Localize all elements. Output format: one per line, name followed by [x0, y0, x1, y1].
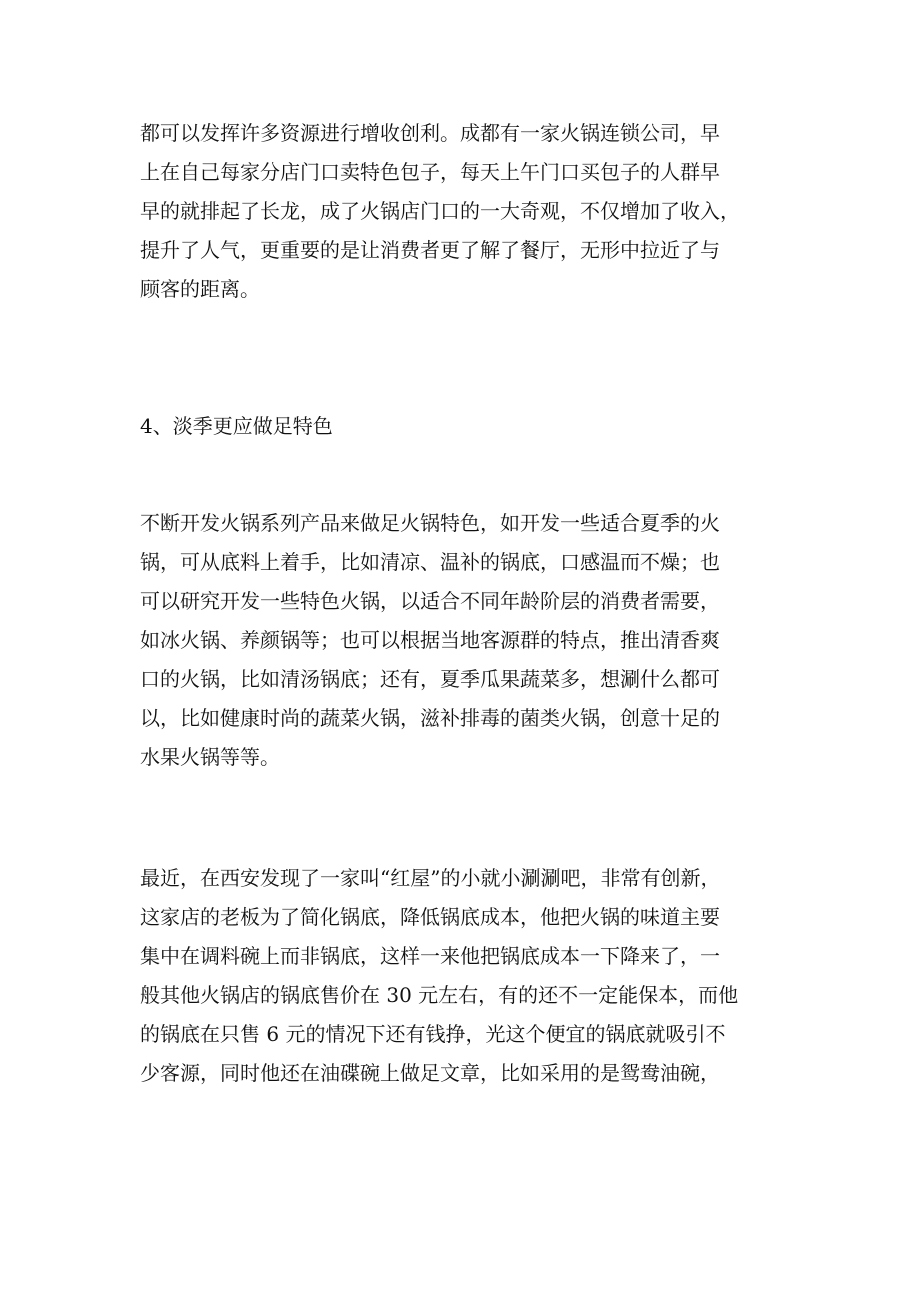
paragraph-line: 锅，可从底料上着手，比如清凉、温补的锅底，口感温而不燥；也 [140, 550, 720, 574]
paragraph-line: 如冰火锅、养颜锅等；也可以根据当地客源群的特点，推出清香爽 [140, 628, 720, 652]
paragraph-line: 提升了人气，更重要的是让消费者更了解了餐厅，无形中拉近了与 [140, 238, 720, 262]
paragraph-2 [140, 504, 780, 777]
paragraph-3 [140, 859, 780, 1093]
paragraph-line: 集中在调料碗上而非锅底，这样一来他把锅底成本一下降来了，一 [140, 944, 720, 968]
paragraph-line: 口的火锅，比如清汤锅底；还有，夏季瓜果蔬菜多，想涮什么都可 [140, 667, 720, 691]
paragraph-line: 不断开发火锅系列产品来做足火锅特色，如开发一些适合夏季的火 [140, 511, 720, 535]
paragraph-line: 少客源，同时他还在油碟碗上做足文章，比如采用的是鸳鸯油碗， [140, 1061, 720, 1085]
paragraph-line: 可以研究开发一些特色火锅，以适合不同年龄阶层的消费者需要， [140, 589, 720, 613]
paragraph-1 [140, 114, 780, 309]
paragraph-line: 上在自己每家分店门口卖特色包子，每天上午门口买包子的人群早 [140, 160, 720, 184]
paragraph-line: 的锅底在只售 6 元的情况下还有钱挣，光这个便宜的锅底就吸引不 [140, 1022, 726, 1046]
paragraph-line: 顾客的距离。 [140, 277, 260, 301]
paragraph-line: 都可以发挥许多资源进行增收创利。成都有一家火锅连锁公司，早 [140, 121, 720, 145]
section-heading [140, 407, 780, 446]
paragraph-line: 以，比如健康时尚的蔬菜火锅，滋补排毒的菌类火锅，创意十足的 [140, 706, 720, 730]
paragraph-line: 水果火锅等等。 [140, 745, 280, 769]
section-heading-text: 4、淡季更应做足特色 [140, 414, 333, 438]
paragraph-line: 早的就排起了长龙，成了火锅店门口的一大奇观，不仅增加了收入， [140, 199, 740, 223]
paragraph-line: 这家店的老板为了简化锅底，降低锅底成本，他把火锅的味道主要 [140, 905, 720, 929]
paragraph-line: 般其他火锅店的锅底售价在 30 元左右，有的还不一定能保本，而他 [140, 983, 739, 1007]
paragraph-line: 最近，在西安发现了一家叫“红屋”的小就小涮涮吧，非常有创新， [140, 866, 721, 890]
